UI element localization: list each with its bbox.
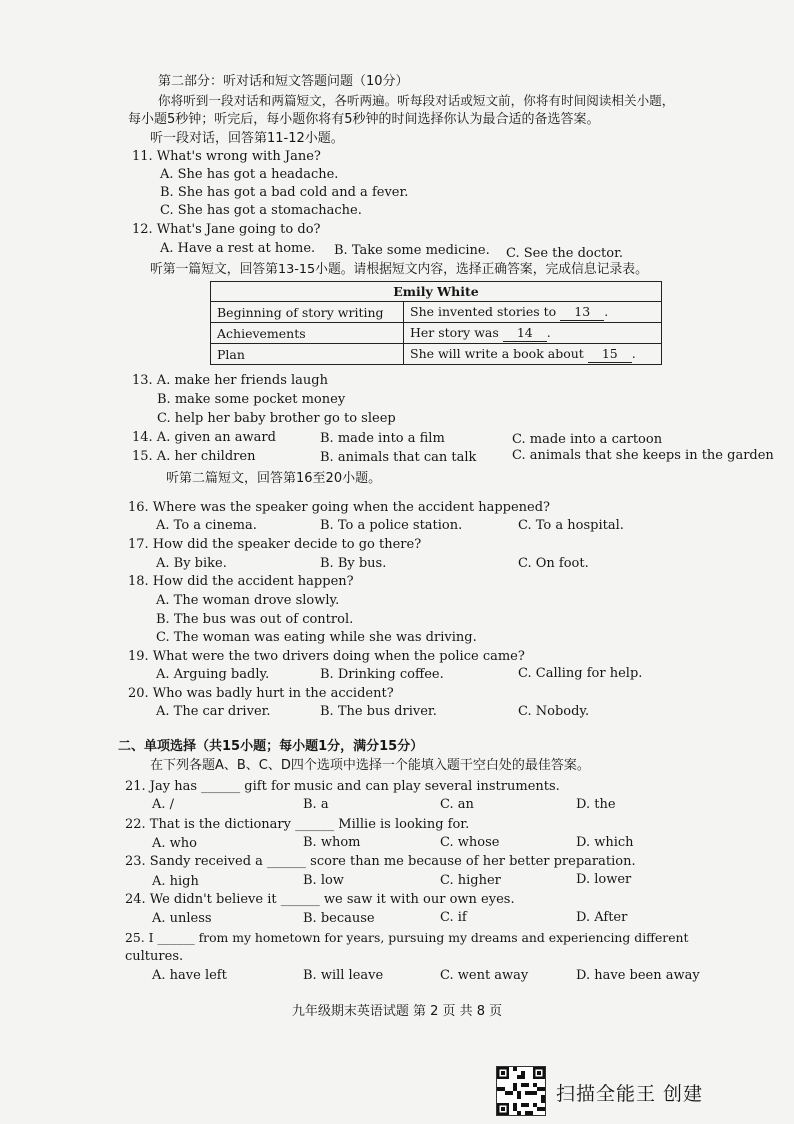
q25-option-b: B. will leave — [303, 968, 384, 983]
q14-option-c: C. made into a cartoon — [512, 432, 663, 447]
q21-option-b: B. a — [303, 797, 329, 812]
answer-blank: 14 — [503, 324, 547, 342]
q18-option-b: B. The bus was out of control. — [156, 612, 354, 627]
q19-option-b: B. Drinking coffee. — [320, 667, 444, 682]
table-row — [211, 344, 662, 365]
q22-option-c: C. whose — [440, 835, 500, 850]
info-record-table — [210, 281, 662, 365]
scanner-watermark-text: 扫描全能王 创建 — [556, 1083, 704, 1105]
q17-stem: 17. How did the speaker decide to go there? — [128, 537, 422, 552]
table-end: . — [631, 346, 636, 361]
part-ii-instruction: 在下列各题A、B、C、D四个选项中选择一个能填入题干空白处的最佳答案。 — [150, 758, 590, 773]
q21-option-d: D. the — [576, 797, 616, 812]
q20-option-c: C. Nobody. — [518, 704, 590, 719]
table-row — [211, 323, 662, 344]
q20-option-a: A. The car driver. — [156, 704, 271, 719]
table-label: Plan — [211, 344, 404, 365]
q16-option-b: B. To a police station. — [320, 518, 463, 533]
q13-option-c: C. help her baby brother go to sleep — [157, 411, 396, 426]
q16-option-a: A. To a cinema. — [156, 518, 257, 533]
table-row — [211, 282, 662, 302]
q16-stem: 16. Where was the speaker going when the accident happened? — [128, 500, 551, 515]
q14-option-b: B. made into a film — [320, 431, 445, 446]
q25-option-a: A. have left — [152, 968, 227, 983]
page-footer: 九年级期末英语试题 第 2 页 共 8 页 — [291, 1004, 503, 1019]
q20-option-b: B. The bus driver. — [320, 704, 437, 719]
table-row — [211, 302, 662, 323]
q18-option-a: A. The woman drove slowly. — [156, 593, 340, 608]
q25-stem-cont: cultures. — [125, 949, 184, 964]
q24-stem: 24. We didn't believe it ______ we saw it with our own eyes. — [125, 892, 515, 907]
answer-blank: 15 — [588, 345, 632, 363]
q11-option-a: A. She has got a headache. — [160, 167, 339, 182]
passage1-instruction: 听第一篇短文，回答第13-15小题。请根据短文内容，选择正确答案，完成信息记录表。 — [150, 262, 648, 277]
q23-stem: 23. Sandy received a ______ score than me because of her better preparation. — [125, 854, 636, 869]
q22-stem: 22. That is the dictionary ______ Millie is looking for. — [125, 817, 470, 832]
passage2-instruction: 听第二篇短文，回答第16至20小题。 — [166, 471, 382, 486]
table-cell — [404, 344, 662, 365]
q12-option-a: A. Have a rest at home. — [160, 241, 316, 256]
q11-option-b: B. She has got a bad cold and a fever. — [160, 185, 409, 200]
part2-heading: 第二部分：听对话和短文答题问题（10分） — [158, 74, 409, 89]
table-label: Achievements — [211, 323, 404, 344]
table-text: Her story was — [410, 325, 499, 340]
q13-option-b: B. make some pocket money — [157, 392, 346, 407]
part2-intro-1: 你将听到一段对话和两篇短文，各听两遍。听每段对话或短文前，你将有时间阅读相关小题， — [158, 93, 675, 108]
q21-stem: 21. Jay has ______ gift for music and can play several instruments. — [125, 779, 560, 794]
q22-option-d: D. which — [576, 835, 634, 850]
q17-option-a: A. By bike. — [156, 556, 227, 571]
q17-option-b: B. By bus. — [320, 556, 387, 571]
q12-option-b: B. Take some medicine. — [334, 243, 490, 258]
q21-option-c: C. an — [440, 797, 474, 812]
table-cell — [404, 302, 662, 323]
q21-option-a: A. / — [152, 797, 175, 812]
dialog-instruction: 听一段对话，回答第11-12小题。 — [150, 131, 344, 146]
q12-stem: 12. What's Jane going to do? — [132, 222, 321, 237]
table-text: She will write a book about — [410, 346, 584, 361]
q17-option-c: C. On foot. — [518, 556, 589, 571]
q25-option-c: C. went away — [440, 968, 529, 983]
table-title: Emily White — [211, 282, 662, 302]
q22-option-b: B. whom — [303, 835, 361, 850]
q14-option-a: 14. A. given an award — [132, 430, 276, 445]
table-cell — [404, 323, 662, 344]
q25-stem: 25. I ______ from my hometown for years, pursuing my dreams and experiencing different — [125, 930, 689, 945]
q24-option-c: C. if — [440, 910, 467, 925]
q23-option-d: D. lower — [576, 872, 632, 887]
q15-option-c: C. animals that she keeps in the garden — [512, 448, 774, 463]
answer-blank: 13 — [560, 303, 604, 321]
q15-option-b: B. animals that can talk — [320, 450, 477, 465]
q18-option-c: C. The woman was eating while she was driving. — [156, 630, 477, 645]
table-text: She invented stories to — [410, 304, 557, 319]
q11-option-c: C. She has got a stomachache. — [160, 203, 362, 218]
q23-option-b: B. low — [303, 873, 344, 888]
q11-stem: 11. What's wrong with Jane? — [132, 149, 321, 164]
q25-option-d: D. have been away — [576, 968, 700, 983]
q19-option-c: C. Calling for help. — [518, 666, 643, 681]
q18-stem: 18. How did the accident happen? — [128, 574, 354, 589]
q19-stem: 19. What were the two drivers doing when the police came? — [128, 649, 525, 664]
q19-option-a: A. Arguing badly. — [156, 667, 270, 682]
q24-option-a: A. unless — [152, 911, 212, 926]
q23-option-c: C. higher — [440, 873, 501, 888]
q23-option-a: A. high — [152, 874, 199, 889]
q16-option-c: C. To a hospital. — [518, 518, 624, 533]
q20-stem: 20. Who was badly hurt in the accident? — [128, 686, 394, 701]
part-ii-heading: 二、单项选择（共15小题；每小题1分，满分15分） — [118, 739, 424, 754]
q24-option-d: D. After — [576, 910, 628, 925]
qr-code-icon — [496, 1066, 546, 1116]
table-label: Beginning of story writing — [211, 302, 404, 323]
table-end: . — [546, 325, 551, 340]
q12-option-c: C. See the doctor. — [506, 246, 623, 261]
q13-option-a: 13. A. make her friends laugh — [132, 373, 329, 388]
q22-option-a: A. who — [152, 836, 197, 851]
q15-option-a: 15. A. her children — [132, 449, 256, 464]
q24-option-b: B. because — [303, 911, 375, 926]
part2-intro-2: 每小题5秒钟；听完后，每小题你将有5秒钟的时间选择你认为最合适的备选答案。 — [128, 112, 600, 127]
table-end: . — [604, 304, 609, 319]
